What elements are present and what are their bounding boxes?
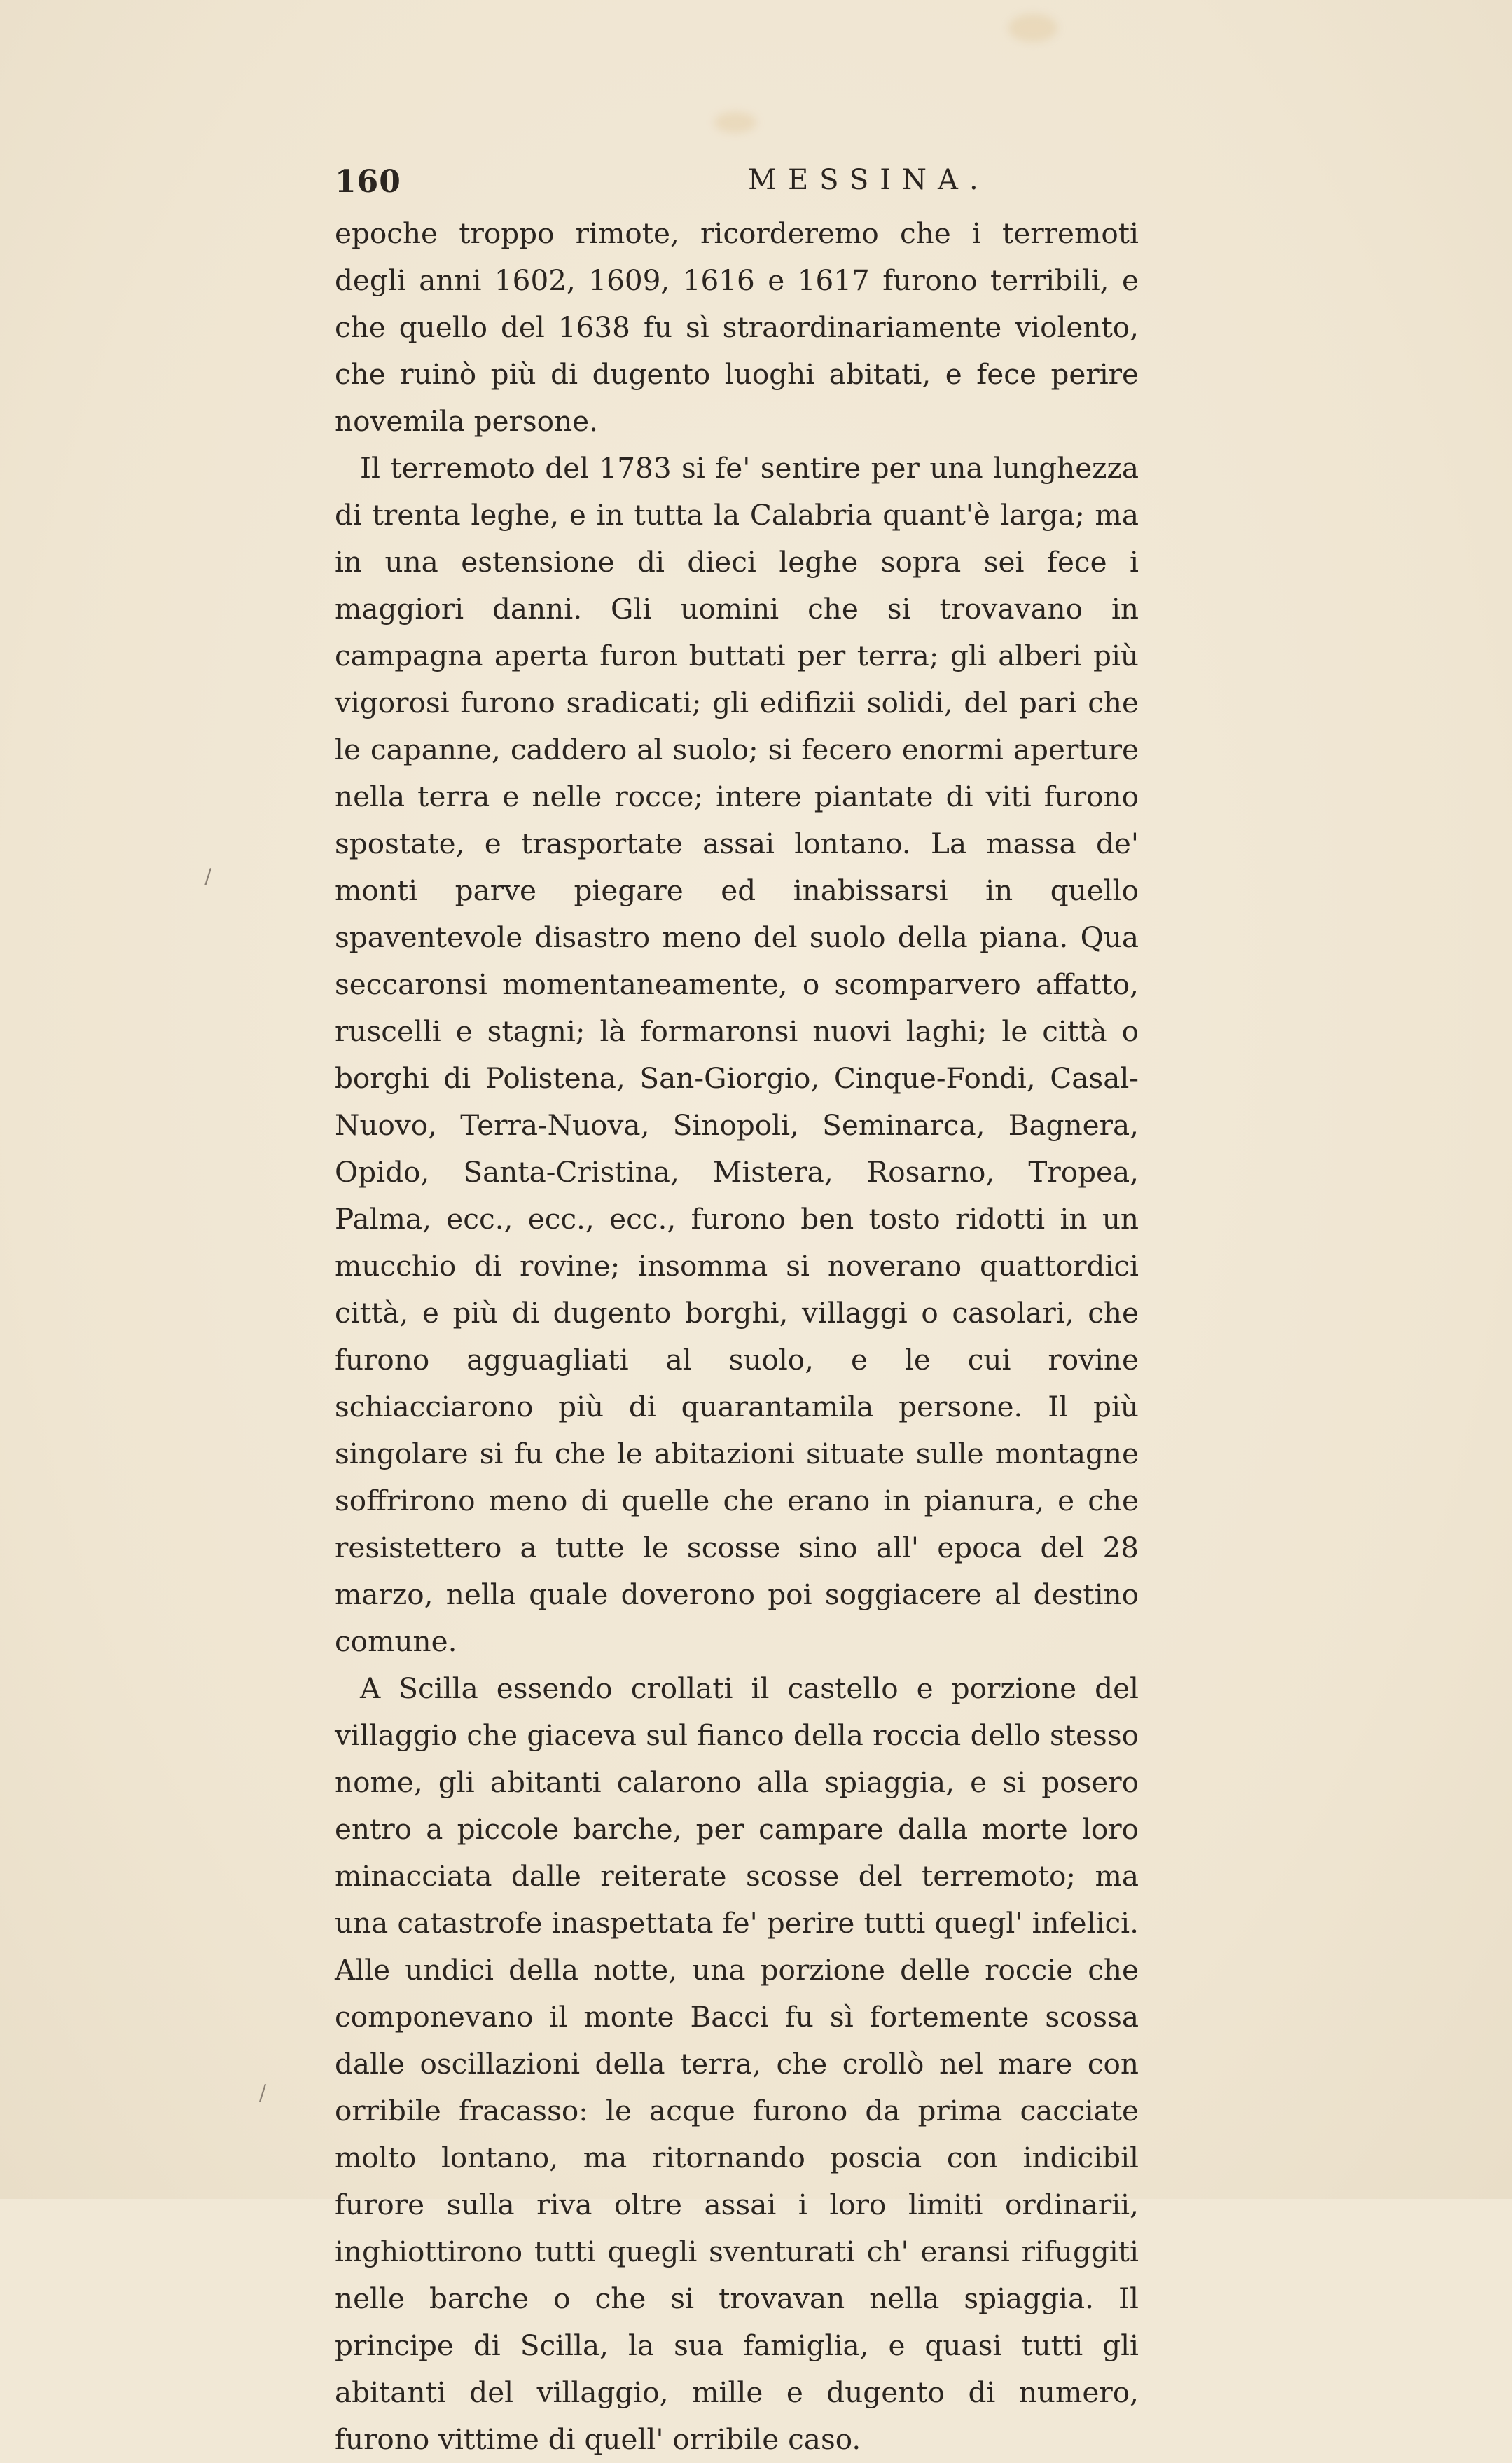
running-head: MESSINA.	[748, 164, 990, 196]
paper-stain	[714, 112, 756, 133]
page-header	[335, 164, 1139, 206]
margin-mark: /	[259, 2081, 267, 2105]
paper-stain	[1008, 14, 1057, 42]
body-text	[335, 210, 1139, 2463]
paragraph-continued: epoche troppo rimote, ricorderemo che i terremoti degli anni 1602, 1609, 1616 e 1617 furono terribili, e che quello del 1638 fu sì straordinariamente violento, che ruinò più di dugento luoghi abitati, e fece perire novemila persone.	[335, 216, 1139, 438]
margin-mark: /	[204, 864, 212, 889]
paragraph-earthquake-1783: Il terremoto del 1783 si fe' sentire per una lunghezza di trenta leghe, e in tutta la Calabria quant'è larga; ma in una estensione di dieci leghe sopra sei fece i maggiori danni. Gli uomini che si trovavano in campagna aperta furon buttati per terra; gli alberi più vigorosi furono sradicati; gli edifizii solidi, del pari che le capanne, caddero al suolo; si fecero enormi aperture nella terra e nelle rocce; intere piantate di viti furono spostate, e trasportate assai lontano. La massa de' monti parve piegare ed inabissarsi in quello spaventevole disastro meno del suolo della piana. Qua seccaronsi momentaneamente, o scomparvero affatto, ruscelli e stagni; là formaronsi nuovi laghi; le città o borghi di Polistena, San-Giorgio, Cinque-Fondi, Casal-Nuovo, Terra-Nuova, Sinopoli, Seminarca, Bagnera, Opido, Santa-Cristina, Mistera, Rosarno, Tropea, Palma, ecc., ecc., ecc., furono ben tosto ridotti in un mucchio di rovine; insomma si noverano quattordici città, e più di dugento borghi, villaggi o casolari, che furono agguagliati al suolo, e le cui rovine schiacciarono più di quarantamila persone. Il più singolare si fu che le abitazioni situate sulle montagne soffrirono meno di quelle che erano in pianura, e che resistettero a tutte le scosse sino all' epoca del 28 marzo, nella quale doverono poi soggiacere al destino comune.	[335, 451, 1139, 1658]
page-number: 160	[335, 164, 401, 200]
paragraph-scilla: A Scilla essendo crollati il castello e porzione del villaggio che giaceva sul fianco della roccia dello stesso nome, gli abitanti calarono alla spiaggia, e si posero entro a piccole barche, per campare dalla morte loro minacciata dalle reiterate scosse del terremoto; ma una catastrofe inaspettata fe' perire tutti quegl' infelici. Alle undici della notte, una porzione delle roccie che componevano il monte Bacci fu sì fortemente scossa dalle oscillazioni della terra, che crollò nel mare con orribile fracasso: le acque furono da prima cacciate molto lontano, ma ritornando poscia con indicibil furore sulla riva oltre assai i loro limiti ordinarii, inghiottirono tutti quegli sventurati ch' eransi rifuggiti nelle barche o che si trovavan nella spiaggia. Il principe di Scilla, la sua famiglia, e quasi tutti gli abitanti del villaggio, mille e dugento di numero, furono vittime di quell' orribile caso.	[335, 1671, 1139, 2456]
